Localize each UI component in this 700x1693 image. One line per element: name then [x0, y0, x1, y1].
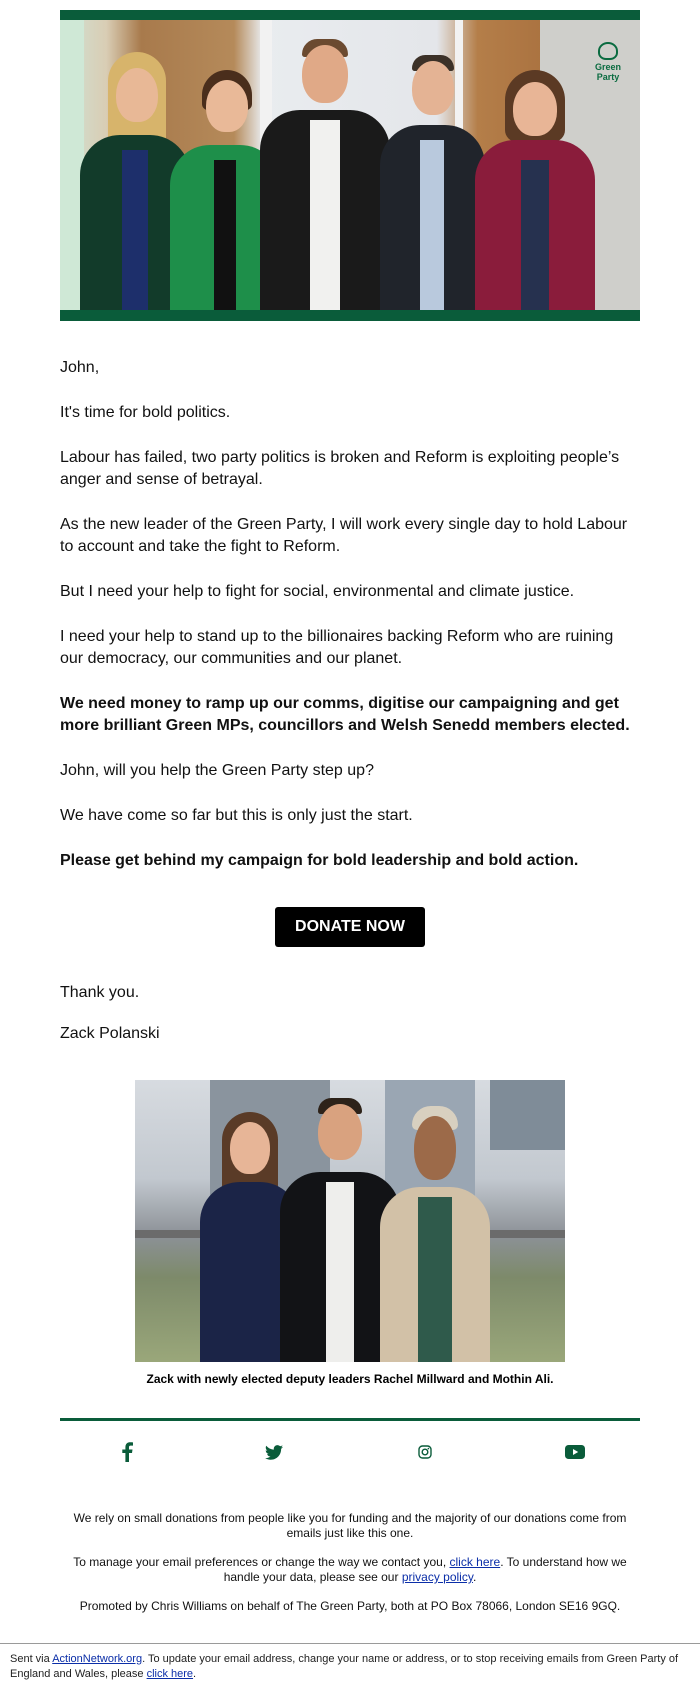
building-shape: [490, 1080, 565, 1150]
leaders-photo: [135, 1080, 565, 1362]
manage-preferences-link[interactable]: click here: [449, 1555, 501, 1569]
person-figure: [380, 1102, 490, 1362]
person-figure: [475, 70, 595, 310]
logo-text: Green Party: [594, 62, 621, 82]
person-figure: [260, 35, 390, 310]
bottom-rule: [0, 1643, 700, 1644]
signature: Zack Polanski: [60, 1025, 160, 1042]
preferences-text: . To understand how we handle your data, please see our: [223, 1555, 627, 1584]
sent-via-text: . To update your email address, change your name or address, or to stop receiving emails from Green Party of England and Wales, please: [10, 1653, 679, 1680]
twitter-icon[interactable]: [259, 1440, 289, 1464]
paragraph-emphasis: Please get behind my campaign for bold leadership and bold action.: [60, 852, 579, 869]
donations-note: We rely on small donations from people like you for funding and the majority of our donations come from emails just like this one.: [73, 1511, 627, 1540]
photo-caption: Zack with newly elected deputy leaders Rachel Millward and Mothin Ali.: [146, 1372, 554, 1386]
paragraph: Labour has failed, two party politics is broken and Reform is exploiting people’s anger and sense of betrayal.: [60, 449, 620, 488]
preferences-text: To manage your email preferences or change the way we contact you,: [73, 1555, 450, 1569]
instagram-icon[interactable]: [410, 1440, 440, 1464]
paragraph: But I need your help to fight for social, environmental and climate justice.: [60, 583, 575, 600]
paragraph-emphasis: We need money to ramp up our comms, digitise our campaigning and get more brilliant Green MPs, councillors and Welsh Senedd members elected.: [60, 695, 630, 734]
promoted-by-note: Promoted by Chris Williams on behalf of The Green Party, both at PO Box 78066, London SE16 9GQ.: [79, 1599, 621, 1613]
footer-divider: [60, 1418, 640, 1421]
paragraph: I need your help to stand up to the billionaires backing Reform who are ruining our democracy, our communities and our planet.: [60, 628, 614, 667]
sent-via-text: .: [193, 1668, 197, 1680]
unsubscribe-link[interactable]: click here: [146, 1668, 194, 1680]
preferences-note: [70, 1555, 630, 1585]
actionnetwork-link[interactable]: ActionNetwork.org: [52, 1653, 143, 1665]
sent-via-note: [10, 1652, 695, 1682]
hero-image: [60, 10, 640, 321]
donate-now-button[interactable]: DONATE NOW: [275, 907, 425, 947]
greeting: John,: [60, 359, 100, 376]
paragraph: It's time for bold politics.: [60, 404, 231, 421]
paragraph: We have come so far but this is only just the start.: [60, 807, 413, 824]
person-figure: [380, 55, 485, 310]
facebook-icon[interactable]: [112, 1440, 142, 1464]
logo-icon: [598, 42, 618, 60]
paragraph: John, will you help the Green Party step up?: [60, 762, 374, 779]
hero-photo: [60, 20, 640, 310]
sent-via-text: Sent via: [10, 1653, 53, 1665]
privacy-policy-link[interactable]: privacy policy: [401, 1570, 473, 1584]
preferences-text: .: [472, 1570, 477, 1584]
paragraph: As the new leader of the Green Party, I will work every single day to hold Labour to account and take the fight to Reform.: [60, 516, 628, 555]
closing: Thank you.: [60, 984, 140, 1001]
green-party-logo: [590, 42, 626, 82]
youtube-icon[interactable]: [560, 1440, 590, 1464]
